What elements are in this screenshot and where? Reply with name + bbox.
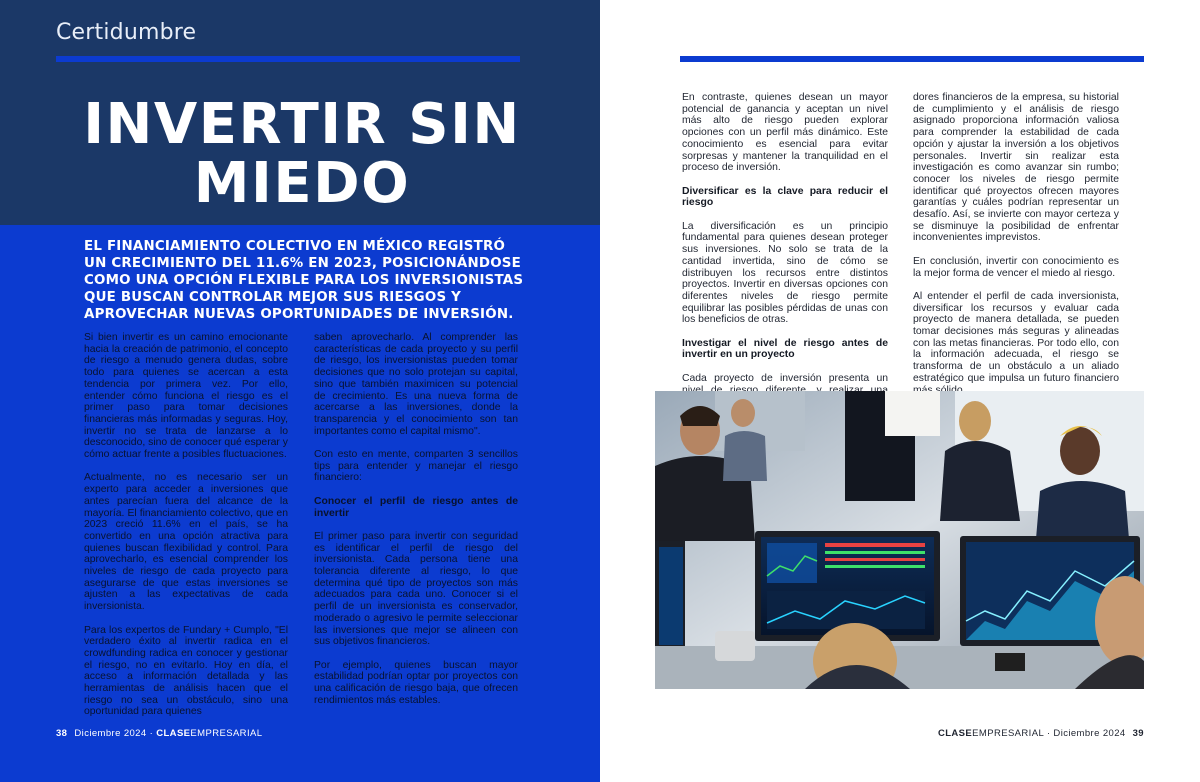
- folio-right: [938, 728, 1144, 739]
- paragraph: Con esto en mente, comparten 3 sencillos tips para entender y manejar el riesgo financiero:: [314, 449, 518, 484]
- paragraph: Si bien invertir es un camino emocionante hacia la creación de patrimonio, el concepto de riesgo a menudo genera dudas, sobre todo para quienes se acercan a esta tendencia por primera vez. Por ello, entender cómo funciona el riesgo es el primer paso para tomar decisiones financieras más informadas y seguras. Hoy, invertir no se trata de lanzarse a lo desconocido, sino de conocer qué esperar y cómo actuar frente a posibles fluctuaciones.: [84, 332, 288, 461]
- brand-name: EMPRESARIAL: [190, 728, 263, 739]
- headline: [56, 92, 548, 216]
- left-column-2: [314, 332, 518, 718]
- paragraph: Al entender el perfil de cada inversionista, diversificar los recursos y evaluar cada proyecto de manera detallada, se pueden tomar decisiones más seguras y alineadas con las metas financieras. Por todo ello, con la información adecuada, el riesgo se transforma de un obstáculo a un aliado estratégico que impulsa un futuro financiero: [913, 290, 1119, 384]
- paragraph: El primer paso para invertir con seguridad es identificar el perfil de riesgo del inversionista. Cada persona tiene una tolerancia diferente al riesgo, lo que determina qué tipo de proyectos son más adecuados para cada uno. Conocer si el perfil de un inversionista es conservador, moderado o agresivo le permite seleccionar las inversiones que mejor se alineen con sus objetivos financieros.: [314, 530, 518, 648]
- paragraph: La diversificación es un principio fundamental para quienes desean proteger sus inversiones. No solo se trata de la cantidad invertida, sino de cómo se distribuyen los recursos entre distintos proyectos. Invertir en diversas opciones con diferentes niveles de riesgo permite equilibrar las posibles pérdidas de unas con los beneficios de otras.: [682, 220, 888, 326]
- folio-left: [56, 728, 262, 739]
- paragraph: dores financieros de la empresa, su historial de cumplimiento y el análisis de riesgo asignado proporciona información valiosa para comprender la estabilidad de cada opción y ajustar la inversión a los objetivos personales. Invertir sin realizar esta investigación es como avanzar sin rumbo; conocer los niveles de riesgo permite identificar qué proyectos ofrecen mayores garantías y cuáles podrían representar un desafío. Así, se invierte con mayor certeza y se disminuye la posibilidad de enfrentar inconvenientes imprevistos.: [913, 92, 1119, 244]
- right-column-2: [913, 92, 1119, 408]
- paragraph: Para los expertos de Fundary + Cumplo, "El verdadero éxito al invertir radica en el crowdfunding radica en conocer y gestionar el riesgo, no en evitarlo. Hoy en día, el acceso a información detallada y las herramientas de análisis hacen que el riesgo no sea un obstáculo, sino una oportunidad para quienes: [84, 624, 288, 718]
- paragraph: Actualmente, no es necesario ser un experto para acceder a inversiones que antes parecían fuera del alcance de la mayoría. El financiamiento colectivo, que en 2023 creció 11.6% en el país, se ha convertido en una opción atractiva para quienes buscan flexibilidad y control. Para aprovecharlo, es esencial comprender los niveles de riesgo de cada proyecto para asegurarse de que estas inversiones se ajusten a las expectativas de cada inversionista.: [84, 472, 288, 613]
- header-rule: [680, 56, 1144, 62]
- subheading: Investigar el nivel de riesgo antes de invertir en un proyecto: [682, 337, 888, 361]
- headline-line-1: INVERTIR SIN: [83, 92, 521, 157]
- folio-date: Diciembre 2024 ·: [74, 728, 154, 739]
- page-number: 38: [56, 728, 68, 739]
- paragraph: saben aprovecharlo. Al comprender las características de cada proyecto y su perfil de riesgo, los inversionistas pueden tomar decisiones que no solo protejan su capital, sino que también maximicen su potencial de crecimiento. Es una nueva forma de acercarse a las inversiones, donde la transparencia y el conocimiento son tan importantes como el capital mismo".: [314, 332, 518, 437]
- brand-name: EMPRESARIAL: [972, 728, 1044, 739]
- section-label: Certidumbre: [56, 20, 197, 45]
- deck: EL FINANCIAMIENTO COLECTIVO EN MÉXICO REGISTRÓ UN CRECIMIENTO DEL 11.6% EN 2023, POSICIONÁNDOSE COMO UNA OPCIÓN FLEXIBLE PARA LOS INVERSIONISTAS QUE BUSCAN CONTROLAR MEJOR SUS RIESGOS Y APROVECHAR NUEVAS OPORTUNIDADES DE INVERSIÓN.: [84, 239, 524, 322]
- brand-name-bold: CLASE: [937, 728, 973, 739]
- paragraph: Cada proyecto de inversión presenta un: [682, 372, 888, 384]
- right-column-1: [682, 92, 888, 431]
- header-rule: [56, 56, 520, 62]
- trading-floor-photo: [655, 391, 1144, 689]
- paragraph: En contraste, quienes desean un mayor potencial de ganancia y aceptan un nivel más alto de riesgo pueden explorar opciones con un perfil más dinámico. Este conocimiento es esencial para evitar sorpresas y mantener la tranquilidad en el proceso de inversión.: [682, 92, 888, 174]
- paragraph: En conclusión, invertir con conocimiento es la mejor forma de vencer el miedo al riesgo.: [913, 255, 1119, 279]
- folio-date: · Diciembre 2024: [1046, 728, 1126, 739]
- subheading: Conocer el perfil de riesgo antes de invertir: [314, 495, 518, 519]
- paragraph: Por ejemplo, quienes buscan mayor estabilidad podrían optar por proyectos con una calificación de riesgo baja, que ofrecen rendimientos más estables.: [314, 659, 518, 706]
- brand-name-bold: CLASE: [156, 728, 191, 739]
- headline-line-2: MIEDO: [193, 151, 411, 216]
- subheading: Diversificar es la clave para reducir el riesgo: [682, 185, 888, 209]
- page-number: 39: [1132, 728, 1144, 739]
- right-page: [600, 0, 1200, 782]
- left-column-1: [84, 332, 288, 730]
